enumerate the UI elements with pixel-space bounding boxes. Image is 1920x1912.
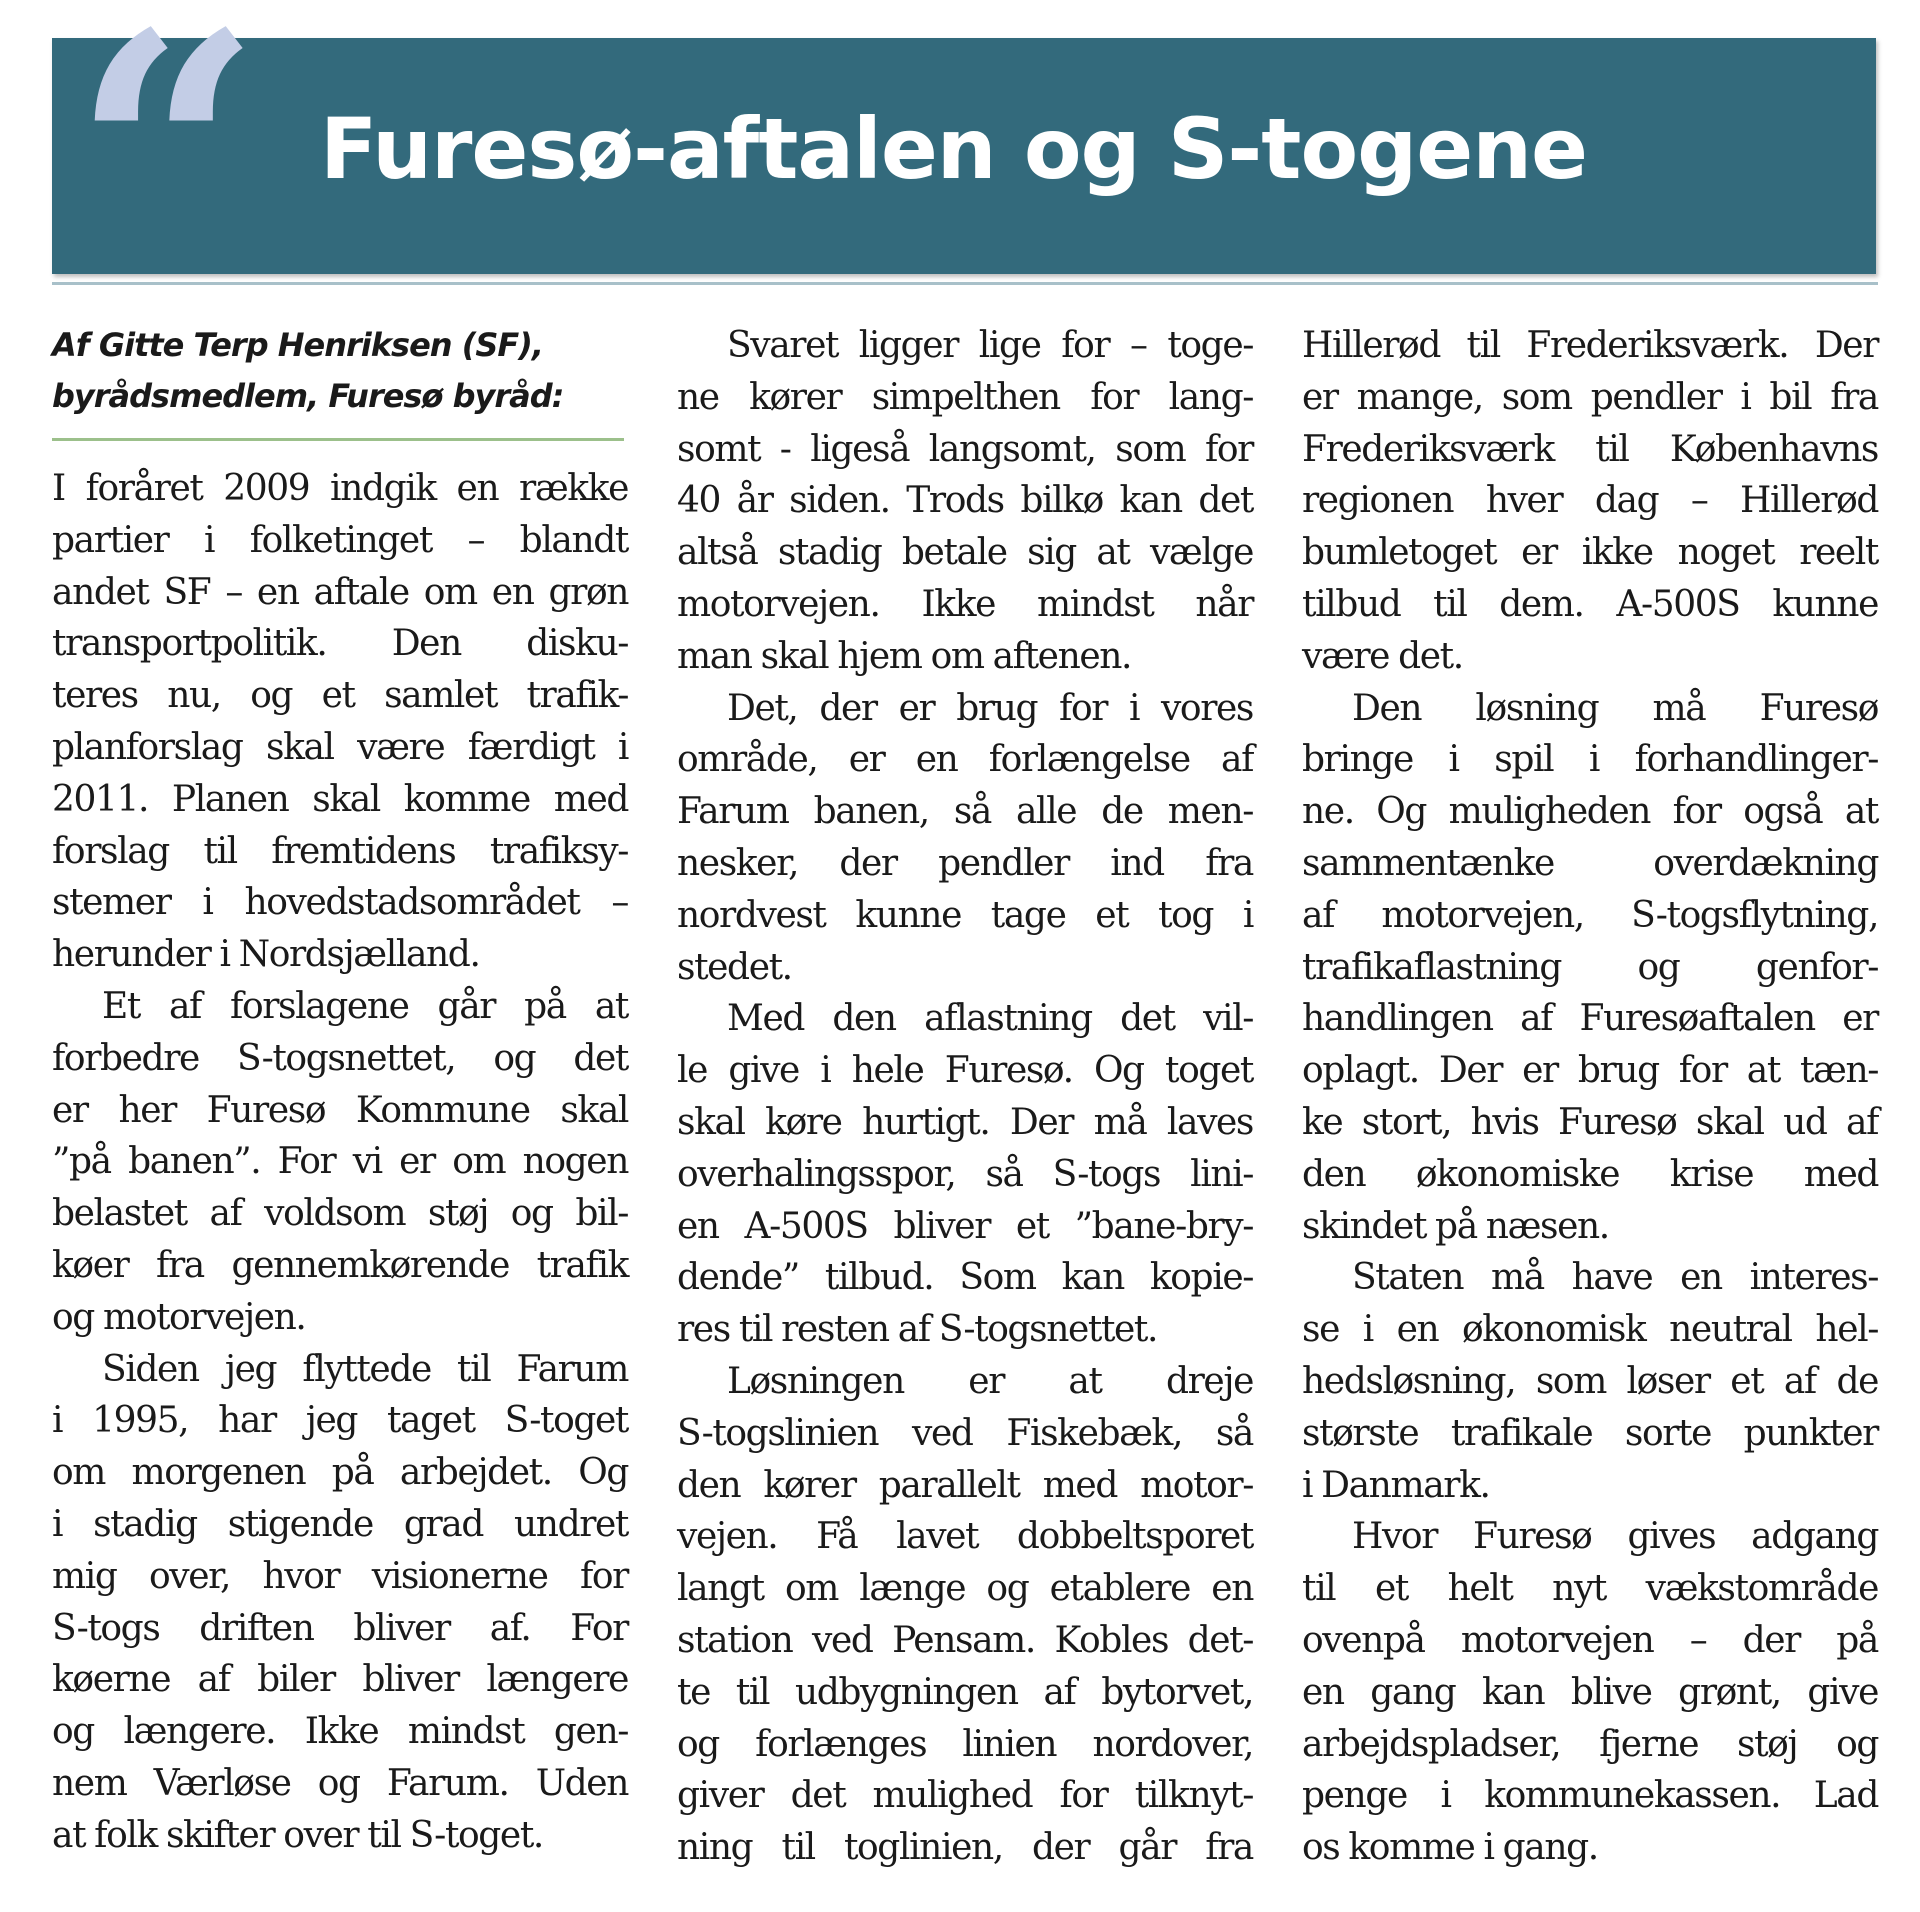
text-line: og motorvejen. xyxy=(52,1296,306,1338)
text-line: Frederiksværk til Københavns xyxy=(1302,428,1878,470)
text-line: Et af forslagene går på at xyxy=(102,985,628,1027)
text-line: S-togslinien ved Fiskebæk, så xyxy=(677,1412,1253,1454)
text-line: bringe i spil i forhandlinger- xyxy=(1302,739,1878,781)
column-2 xyxy=(677,320,1253,1900)
text-line: stedet. xyxy=(677,946,792,988)
text-line: te til udbygningen af bytorvet, xyxy=(677,1671,1253,1713)
text-line: være det. xyxy=(1302,635,1463,677)
text-line: langt om længe og etablere en xyxy=(677,1568,1253,1610)
text-line: S-togs driften bliver af. For xyxy=(52,1607,628,1649)
text-line: tilbud til dem. A-500S kunne xyxy=(1302,583,1878,625)
column-1 xyxy=(52,320,628,1900)
text-line: Hvor Furesø gives adgang xyxy=(1352,1516,1878,1558)
text-line: altså stadig betale sig at vælge xyxy=(677,532,1253,574)
text-line: forslag til fremtidens trafiksy- xyxy=(52,830,628,872)
text-line: i 1995, har jeg taget S-toget xyxy=(52,1400,628,1442)
text-line: skindet på næsen. xyxy=(1302,1205,1609,1247)
text-line: regionen hver dag – Hillerød xyxy=(1302,480,1878,522)
byline xyxy=(52,320,628,438)
text-line: ne. Og muligheden for også at xyxy=(1302,791,1878,833)
column-3 xyxy=(1302,320,1878,1900)
text-line: største trafikale sorte punkter xyxy=(1302,1412,1878,1454)
byline-author: Af Gitte Terp Henriksen (SF), xyxy=(52,326,544,364)
text-line: andet SF – en aftale om en grøn xyxy=(52,571,628,613)
text-line: trafikaflastning og genfor- xyxy=(1302,946,1878,988)
text-line: planforslag skal være færdigt i xyxy=(52,726,628,768)
text-line: Med den aflastning det vil- xyxy=(727,998,1253,1040)
text-line: res til resten af S-togsnettet. xyxy=(677,1309,1158,1351)
text-line: forbedre S-togsnettet, og det xyxy=(52,1037,628,1079)
byline-role: byrådsmedlem, Furesø byråd: xyxy=(52,377,564,415)
text-line: den kører parallelt med motor- xyxy=(677,1464,1253,1506)
text-line: giver det mulighed for tilknyt- xyxy=(677,1775,1253,1817)
text-line: vejen. Få lavet dobbeltsporet xyxy=(677,1516,1253,1558)
header-divider xyxy=(52,282,1878,285)
text-line: er mange, som pendler i bil fra xyxy=(1302,376,1878,418)
text-line: Farum banen, så alle de men- xyxy=(677,791,1253,833)
text-line: handlingen af Furesøaftalen er xyxy=(1302,998,1878,1040)
text-line: Det, der er brug for i vores xyxy=(727,687,1253,729)
text-line: transportpolitik. Den disku- xyxy=(52,623,628,665)
text-line: belastet af voldsom støj og bil- xyxy=(52,1193,628,1235)
page-title: Furesø-aftalen og S-togene xyxy=(320,100,1588,198)
text-line: nordvest kunne tage et tog i xyxy=(677,894,1253,936)
text-line: teres nu, og et samlet trafik- xyxy=(52,675,628,717)
text-line: Løsningen er at dreje xyxy=(727,1360,1253,1402)
text-line: oplagt. Der er brug for at tæn- xyxy=(1302,1050,1878,1092)
text-line: ovenpå motorvejen – der på xyxy=(1302,1619,1878,1661)
text-line: man skal hjem om aftenen. xyxy=(677,635,1132,677)
text-line: ne kører simpelthen for lang- xyxy=(677,376,1253,418)
text-line: herunder i Nordsjælland. xyxy=(52,934,480,976)
text-line: se i en økonomisk neutral hel- xyxy=(1302,1309,1878,1351)
text-line: ning til toglinien, der går fra xyxy=(677,1827,1253,1869)
text-line: somt - ligeså langsomt, som for xyxy=(677,428,1253,470)
text-line: til et helt nyt vækstområde xyxy=(1302,1568,1878,1610)
text-line: nem Værløse og Farum. Uden xyxy=(52,1762,628,1804)
column-1-text xyxy=(52,463,628,1862)
text-line: penge i kommunekassen. Lad xyxy=(1302,1775,1878,1817)
text-line: den økonomiske krise med xyxy=(1302,1153,1878,1195)
text-line: overhalingsspor, så S-togs lini- xyxy=(677,1153,1253,1195)
text-line: område, er en forlængelse af xyxy=(677,739,1253,781)
text-line: Hillerød til Frederiksværk. Der xyxy=(1302,325,1878,366)
text-line: af motorvejen, S-togsflytning, xyxy=(1302,894,1878,936)
text-line: om morgenen på arbejdet. Og xyxy=(52,1452,628,1494)
text-line: ”på banen”. For vi er om nogen xyxy=(52,1141,628,1183)
text-line: Den løsning må Furesø xyxy=(1352,687,1878,729)
text-line: en gang kan blive grønt, give xyxy=(1302,1671,1878,1713)
text-line: motorvejen. Ikke mindst når xyxy=(677,583,1253,625)
text-line: en A-500S bliver et ”bane-bry- xyxy=(677,1205,1253,1247)
text-line: 40 år siden. Trods bilkø kan det xyxy=(677,480,1253,522)
text-line: køerne af biler bliver længere xyxy=(52,1659,628,1701)
text-line: mig over, hvor visionerne for xyxy=(52,1555,628,1597)
column-2-text xyxy=(677,320,1253,1874)
text-line: bumletoget er ikke noget reelt xyxy=(1302,532,1878,574)
text-line: ke stort, hvis Furesø skal ud af xyxy=(1302,1101,1878,1143)
text-line: os komme i gang. xyxy=(1302,1827,1598,1869)
text-line: at folk skifter over til S-toget. xyxy=(52,1814,543,1856)
column-3-text xyxy=(1302,320,1878,1874)
text-line: Siden jeg flyttede til Farum xyxy=(102,1348,628,1390)
text-line: dende” tilbud. Som kan kopie- xyxy=(677,1257,1253,1299)
text-line: og forlænges linien nordover, xyxy=(677,1723,1253,1765)
text-line: stemer i hovedstadsområdet – xyxy=(52,882,628,924)
text-line: I foråret 2009 indgik en række xyxy=(52,468,628,509)
text-line: nesker, der pendler ind fra xyxy=(677,842,1253,884)
text-line: station ved Pensam. Kobles det- xyxy=(677,1619,1253,1661)
text-line: partier i folketinget – blandt xyxy=(52,519,628,561)
text-line: hedsløsning, som løser et af de xyxy=(1302,1360,1878,1402)
quote-mark-icon: “ xyxy=(72,0,262,349)
text-line: i stadig stigende grad undret xyxy=(52,1503,628,1545)
text-line: sammentænke overdækning xyxy=(1302,842,1878,884)
text-line: skal køre hurtigt. Der må laves xyxy=(677,1101,1253,1143)
text-line: i Danmark. xyxy=(1302,1464,1490,1506)
text-line: le give i hele Furesø. Og toget xyxy=(677,1050,1253,1092)
article-body xyxy=(52,320,1878,1900)
text-line: og længere. Ikke mindst gen- xyxy=(52,1711,628,1753)
text-line: Staten må have en interes- xyxy=(1352,1257,1878,1299)
text-line: arbejdspladser, fjerne støj og xyxy=(1302,1723,1878,1765)
text-line: er her Furesø Kommune skal xyxy=(52,1089,628,1131)
text-line: 2011. Planen skal komme med xyxy=(52,778,628,820)
text-line: Svaret ligger lige for – toge- xyxy=(727,325,1253,366)
byline-divider xyxy=(52,438,624,441)
text-line: køer fra gennemkørende trafik xyxy=(52,1244,628,1286)
